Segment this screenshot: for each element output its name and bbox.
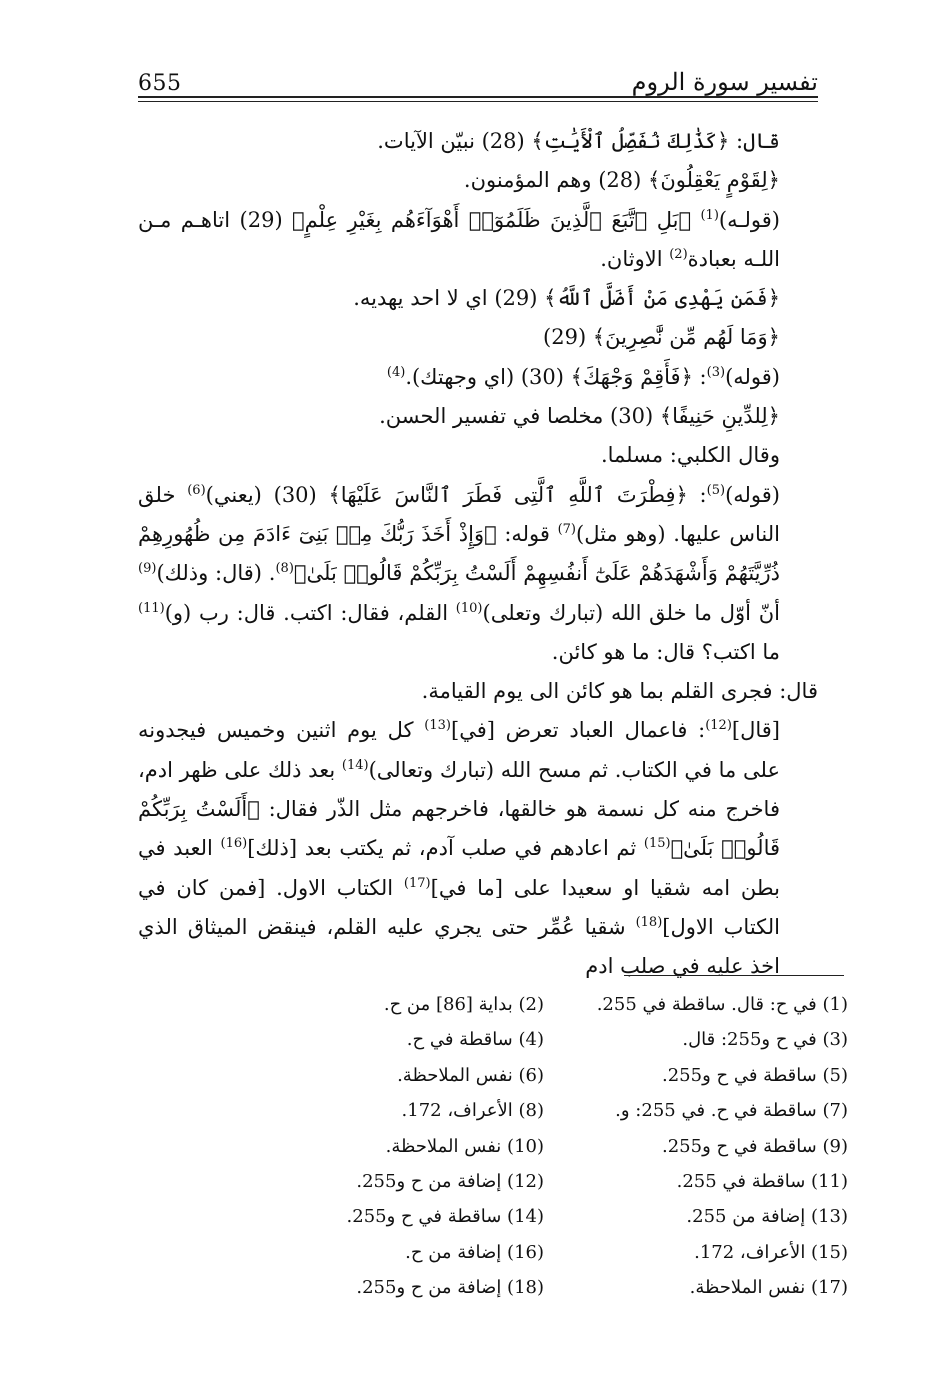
paragraph-text: (قوله)	[725, 482, 780, 507]
paragraph	[138, 711, 818, 986]
paragraph-text: كل يوم اثنين وخميس فيجدونه على ما في الكتاب. ثم مسح الله (تبارك وتعالى)	[138, 718, 780, 782]
paragraph-text: : ﴿فِطْرَتَ ٱللَّهِ ٱلَّتِى فَطَرَ ٱلنَّاسَ عَلَيْهَا﴾ (30) (يعني)	[205, 482, 707, 507]
paragraph	[138, 672, 818, 711]
paragraph-text: الكتاب الاول. [فمن كان في الكتاب الاول]	[138, 875, 780, 939]
paragraph-text: (قولـه)	[718, 207, 780, 232]
footnote-ref: (1)	[700, 207, 719, 223]
paragraph-text: القلم، فقال: اكتب. قال: رب (و)	[164, 600, 456, 625]
paragraph-text: ﴿بَلِ ٱتَّبَعَ ٱلَّذِينَ ظَلَمُوٓا۟ أَهْوَآءَهُم بِغَيْرِ عِلْمٍ﴾ (29) اتاهـم مـن اللـه بعبادة	[138, 207, 780, 271]
footnote-ref: (4)	[386, 364, 406, 380]
paragraph-text: : فاعمال العباد تعرض [في]	[451, 718, 706, 743]
paragraph	[138, 397, 818, 436]
paragraph-text: شقيا عُمِّر حتى يجري عليه القلم، فينقض الميثاق الذي اخذ عليه في صلب ادم	[138, 914, 780, 979]
footnote-ref: (3)	[706, 364, 726, 380]
footnote-ref: (5)	[706, 482, 726, 498]
paragraph-text: ﴿لِقَوْمٍ يَعْقِلُونَ﴾ (28) وهم المؤمنون.	[463, 168, 780, 193]
paragraph-text: [قال]	[731, 718, 780, 743]
page-header	[138, 60, 818, 96]
footnote: (16) إضافة من ح.	[405, 1241, 544, 1263]
footnote-ref: (11)	[138, 600, 165, 616]
footnote: (13) إضافة من 255.	[686, 1206, 848, 1228]
header-rule	[138, 96, 818, 98]
footnote-ref: (12)	[705, 718, 732, 734]
paragraph-text: وقال الكلبي: مسلما.	[600, 443, 780, 468]
paragraph-text: ﴿لِلدِّينِ حَنِيفًا﴾ (30) مخلصا في تفسير الحسن.	[379, 404, 780, 429]
footnote: (3) في ح و255: قال.	[682, 1029, 848, 1051]
paragraph	[138, 436, 818, 475]
footnote: (10) نفس الملاحظة.	[385, 1135, 544, 1157]
footnote-ref: (18)	[635, 914, 663, 930]
paragraph-text: ﴿فَمَن يَهْدِى مَنْ أَضَلَّ ٱللَّهُ﴾ (29) اي لا احد يهديه.	[353, 286, 780, 311]
footnote-ref: (8)	[275, 561, 294, 577]
paragraph-text: : ﴿فَأَقِمْ وَجْهَكَ﴾ (30) (اي وجهتك).	[405, 364, 707, 389]
main-text	[138, 122, 818, 987]
footnote: (14) ساقطة في ح و255.	[346, 1206, 544, 1228]
paragraph-text: العبد في بطن امه شقيا او سعيدا على [ما في]	[138, 836, 780, 900]
paragraph-text: بعد ذلك على ظهر ادم، فاخرج منه كل نسمة هو خالقها، فاخرجهم مثل الذّر فقال: ﴿أَلَسْتُ بِرَبِّكُمْ قَالُوا۟ بَلَىٰ﴾	[138, 757, 780, 861]
running-title: تفسير سورة الروم	[631, 68, 818, 96]
footnotes	[280, 988, 848, 1305]
footnote-ref: (9)	[138, 561, 157, 577]
paragraph-text: (قوله)	[725, 364, 780, 389]
footnote-ref: (16)	[220, 836, 248, 852]
paragraph	[138, 318, 818, 357]
footnote-ref: (6)	[187, 482, 206, 498]
paragraph-text: ثم اعادهم في صلب آدم، ثم يكتب بعد [ذلك]	[247, 836, 644, 861]
footnote: (5) ساقطة في ح و255.	[662, 1064, 848, 1086]
paragraph-text: الاوثان.	[600, 246, 670, 271]
footnote-ref: (14)	[341, 757, 369, 773]
header-rule-thin	[138, 101, 818, 102]
footnote-ref: (10)	[455, 600, 483, 616]
paragraph	[138, 358, 818, 397]
paragraph	[138, 161, 818, 200]
paragraph	[138, 201, 818, 280]
paragraph	[138, 279, 818, 318]
paragraph-text: قال: فجرى القلم بما هو كائن الى يوم القيامة.	[421, 679, 818, 704]
footnote: (6) نفس الملاحظة.	[397, 1064, 544, 1086]
footnote-ref: (15)	[643, 836, 671, 852]
paragraph-text: قوله: ﴿وَإِذْ أَخَذَ رَبُّكَ مِنۢ بَنِىٓ ءَادَمَ مِن ظُهُورِهِمْ ذُرِّيَّتَهُمْ وَأَشْهَدَهُمْ عَلَىٰٓ أَنفُسِهِمْ أَلَسْتُ بِرَبِّكُمْ قَالُوا۟ بَلَىٰ﴾	[138, 521, 780, 586]
footnote: (12) إضافة من ح و255.	[356, 1171, 544, 1193]
footnote-ref: (17)	[403, 875, 431, 891]
footnote-ref: (2)	[669, 246, 688, 262]
footnote: (7) ساقطة في ح. في 255: و.	[615, 1100, 848, 1122]
footnote-ref: (13)	[424, 718, 451, 734]
paragraph-text: قال: ﴿كَذَٰلِكَ نُفَصِّلُ ٱلْأَيَٰتِ﴾ (28) نبيّن الآيات.	[377, 129, 780, 153]
footnote: (15) الأعراف، 172.	[694, 1241, 848, 1263]
paragraph	[138, 122, 818, 161]
paragraph-text: ما اكتب؟ قال: ما هو كائن.	[551, 639, 780, 664]
paragraph-text: أنّ أوّل ما خلق الله (تبارك وتعلى)	[482, 600, 780, 625]
footnote: (2) بداية [86] من ح.	[383, 994, 544, 1015]
paragraph	[138, 476, 818, 672]
footnote: (11) ساقطة في 255.	[676, 1171, 848, 1193]
footnote: (17) نفس الملاحظة.	[689, 1277, 848, 1299]
paragraph-text: خلق الناس عليها. (وهو مثل)	[138, 482, 780, 546]
footnote: (9) ساقطة في ح و255.	[662, 1135, 848, 1157]
paragraph-text: ﴿وَمَا لَهُم مِّن نَّٰصِرِينَ﴾ (29)	[543, 325, 780, 350]
footnote-rule	[624, 975, 844, 976]
footnote: (8) الأعراف، 172.	[401, 1100, 544, 1122]
footnote-ref: (7)	[557, 521, 576, 537]
paragraph-text: . (قال: وذلك)	[156, 561, 276, 586]
footnote: (4) ساقطة في ح.	[406, 1029, 544, 1051]
footnote: (1) في ح: قال. ساقطة في 255.	[596, 994, 848, 1015]
page-number: 655	[138, 71, 182, 96]
footnote: (18) إضافة من ح و255.	[356, 1277, 544, 1299]
